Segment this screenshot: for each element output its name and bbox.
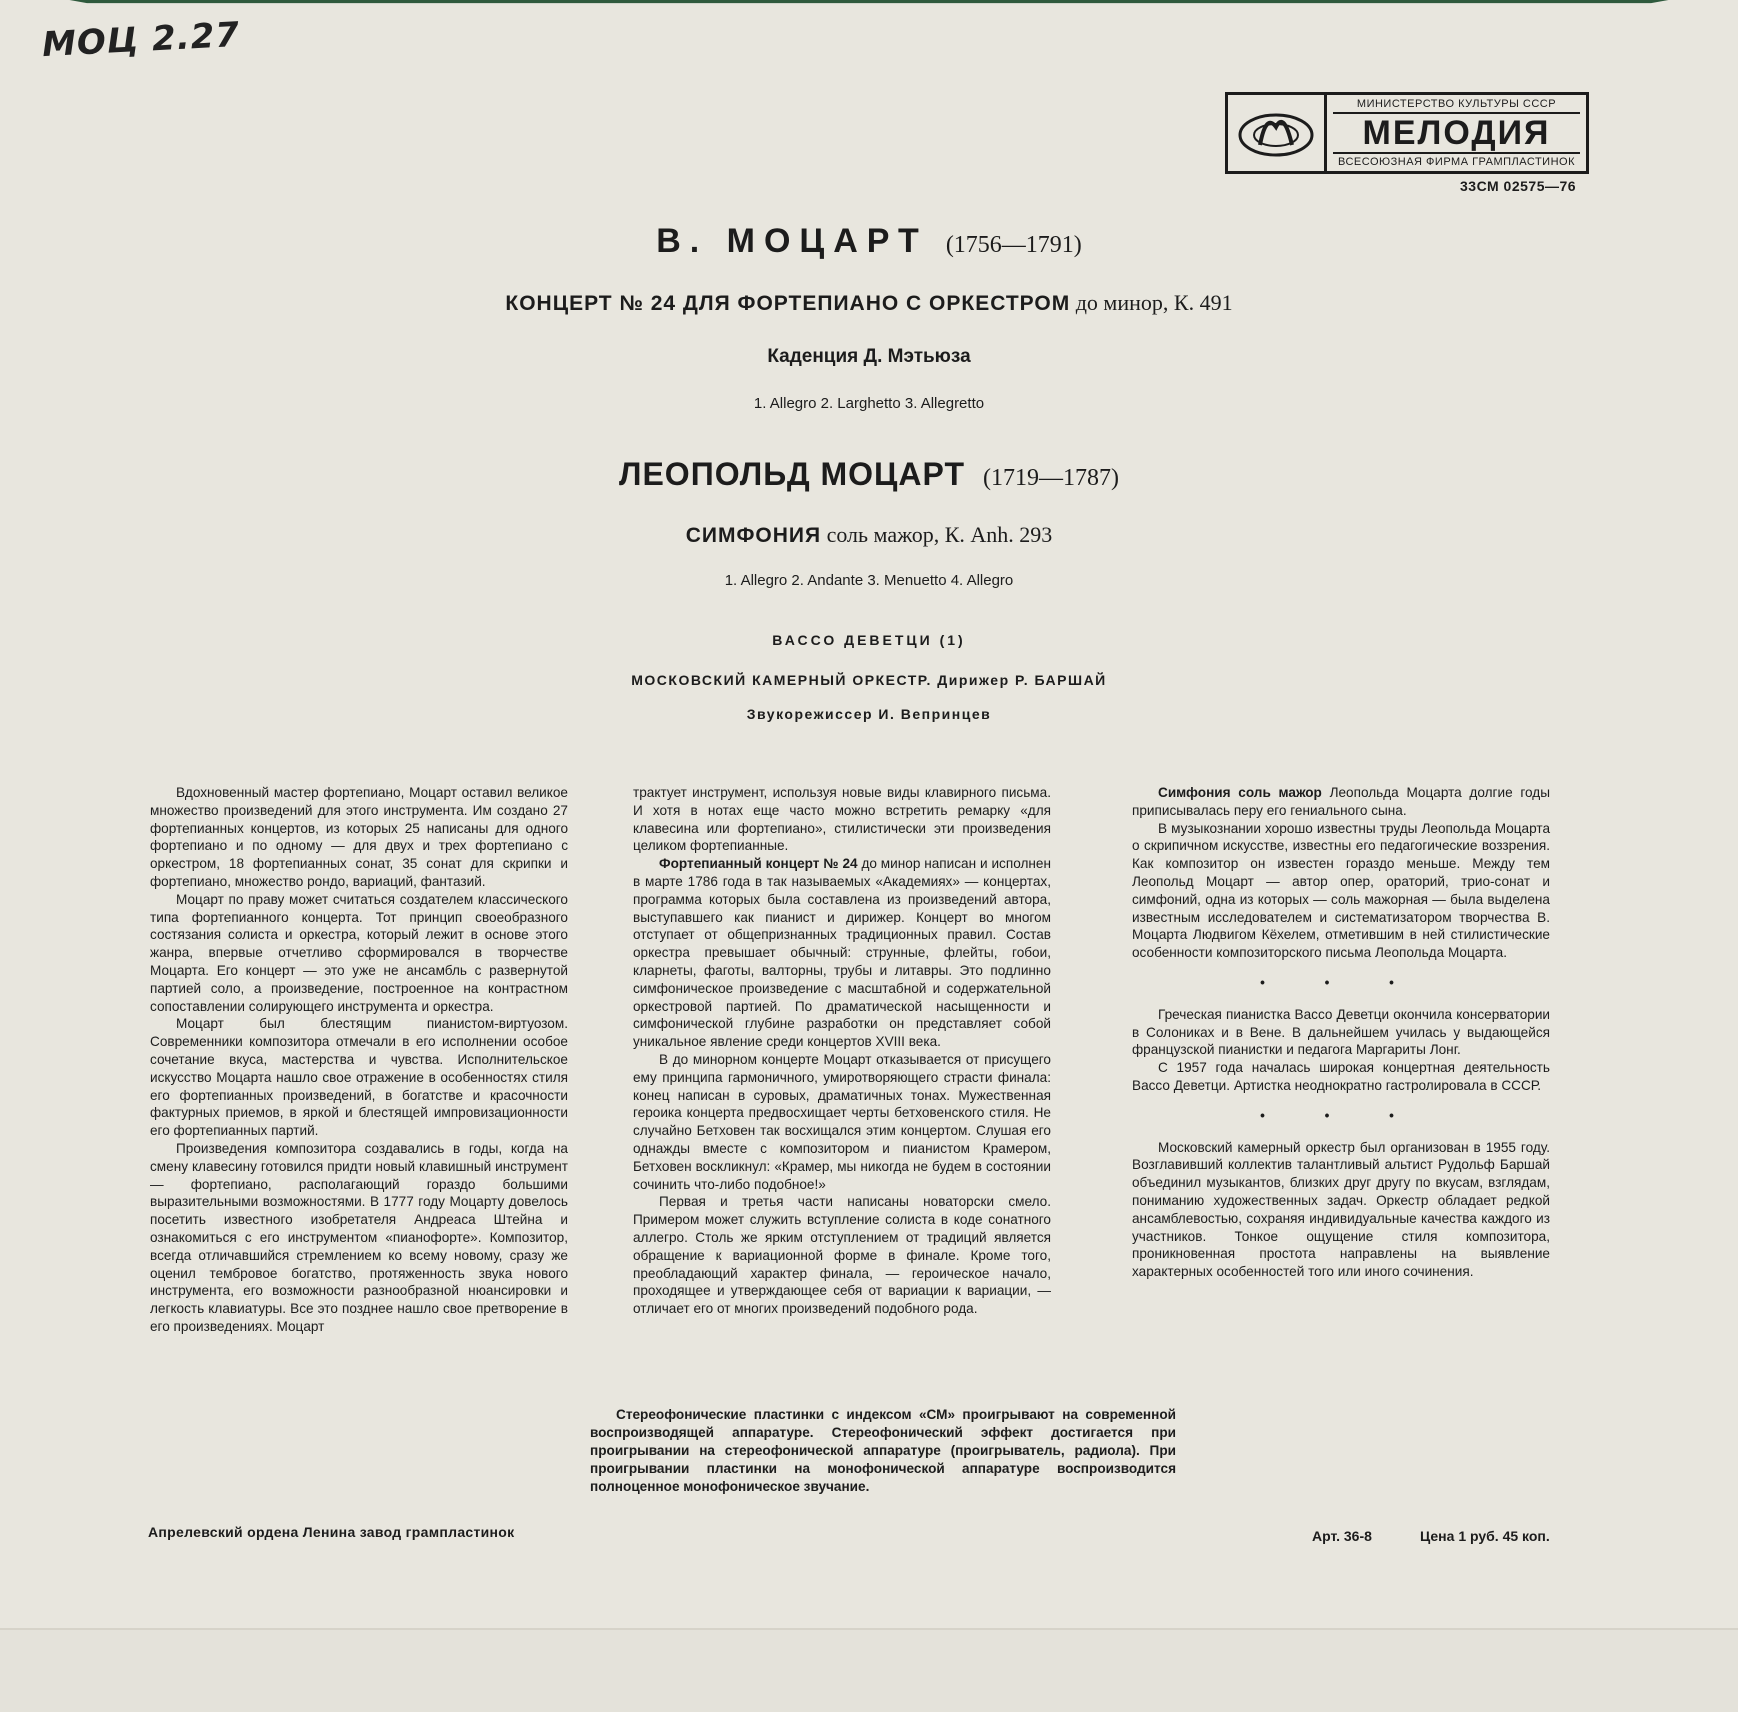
paragraph (1132, 784, 1550, 820)
paragraph: Моцарт был блестящим пианистом-виртуозом. Современники композитора отмечали в его исполнении особое сочетание вкуса, мастерства и чувства. Исполнительское искусство Моцарта нашло свое отражение в особенностях стиля его фортепианных произведений, в богатстве и красочности фактурных приемов, в яркой и блестящей импровизационности его фортепианных партий. (150, 1016, 568, 1139)
paragraph: трактует инструмент, используя новые виды клавирного письма. И хотя в нотах еще часто можно встретить ремарку «для клавесина или фортепиано», стилистически эти произведения целиком фортепианные. (633, 785, 1051, 854)
article-number: Арт. 36-8 (1312, 1528, 1372, 1544)
paragraph: С 1957 года началась широкая концертная деятельность Вассо Деветци. Артистка неоднократно гастролировала в СССР. (1132, 1060, 1550, 1093)
work-key: до минор, К. 491 (1070, 290, 1233, 315)
paragraph-body: Леопольда Моцарта долгие годы приписывалась перу его гениального сына. (1132, 785, 1551, 818)
melodiya-emblem-icon (1228, 95, 1327, 171)
composer-heading-1 (0, 222, 1738, 261)
paragraph-lead: Симфония соль мажор (1158, 785, 1322, 800)
melodiya-logo-text (1327, 95, 1586, 171)
stereo-notice (590, 1406, 1176, 1496)
work-title-2 (0, 522, 1738, 548)
movements-1: 1. Allegro 2. Larghetto 3. Allegretto (753, 395, 985, 412)
composer-years: (1719—1787) (983, 465, 1119, 491)
liner-notes-column-1 (150, 784, 568, 1336)
logo-company-line: ВСЕСОЮЗНАЯ ФИРМА ГРАМПЛАСТИНОК (1333, 152, 1580, 168)
handwritten-catalog-code: МОЦ 2.27 (41, 14, 241, 66)
sleeve-bottom-fold (0, 1628, 1738, 1712)
movements-2: 1. Allegro 2. Andante 3. Menuetto 4. Allegro (724, 572, 1014, 589)
price: Цена 1 руб. 45 коп. (1420, 1528, 1550, 1544)
logo-brand-name: МЕЛОДИЯ (1362, 114, 1551, 152)
work-title-bold: СИМФОНИЯ (685, 524, 822, 547)
paragraph: Московский камерный оркестр был организован в 1955 году. Возглавивший коллектив талантливый альтист Рудольф Баршай объединил музыкантов, близких друг другу по вкусам, взглядам, пониманию художественных задач. Оркестр обладает редкой ансамблевостью, сохраняя индивидуальные качества каждого из участников. Тонкое ощущение стиля композитора, проникновенная простота направлены на выявление характерных особенностей того или иного сочинения. (1132, 1139, 1550, 1280)
section-separator: • • • (1260, 974, 1422, 990)
catalog-number: 33СМ 02575—76 (1460, 178, 1577, 194)
sleeve-top-cut (0, 0, 1738, 78)
paragraph: В музыкознании хорошо известны труды Леопольда Моцарта о скрипичном искусстве, известны его педагогические воззрения. Как композитор он известен гораздо меньше. Между тем Леопольд Моцарт — автор опер, ораторий, трио-сонат и симфоний, одна из которых — соль мажорная — была выделена известным исследователем и систематизатором творчества В. Моцарта Людвигом Кёхелем, отметившим в ней стилистические особенности композиторского письма Леопольда Моцарта. (1132, 820, 1550, 961)
paragraph: Греческая пианистка Вассо Деветци окончила консерватории в Солониках и в Вене. В дальнейшем училась у выдающейся французской пианистки и педагога Маргариты Лонг. (1132, 1006, 1550, 1058)
work-title-bold: КОНЦЕРТ № 24 ДЛЯ ФОРТЕПИАНО С ОРКЕСТРОМ (505, 292, 1071, 315)
paragraph: Произведения композитора создавались в годы, когда на смену клавесину готовился придти новый клавишный инструмент — фортепиано, располагающий гораздо большими выразительными возможностями. В 1777 году Моцарту довелось посетить известного изобретателя Андреаса Штейна и ознакомиться с его инструментом «пианофорте». Композитор, всегда отличавшийся стремлением ко всему новому, сразу же оценил тембровое богатство, протяженность звука нового инструмента, его возможности разнообразной нюансировки и легкость клавиатуры. Все это позднее нашло свое претворение в его произведениях. Моцарт (150, 1140, 568, 1334)
paragraph: Первая и третья части написаны новаторски смело. Примером может служить вступление солиста в коде сонатного аллегро. Столь же ярким отступлением от традиций является обращение к вариационной форме в финале. Кроме того, преобладающий характер финала, — героическое начало, проходящее и утверждающее себя от вариации к вариации, — отличает его от многих произведений подобного рода. (633, 1194, 1051, 1317)
composer-heading-2 (0, 456, 1738, 493)
soloist-credit: ВАССО ДЕВЕТЦИ (1) (772, 632, 966, 648)
engineer-credit: Звукорежиссер И. Вепринцев (746, 706, 992, 722)
paragraph-body: до минор написан и исполнен в марте 1786 года в так называемых «Академиях» — концертах, программа которых была составлена из произведений автора, выступавшего как пианист и дирижер. Концерт во многом отступает от общепризнанных традиционных правил. Состав оркестра превышает обычный: струнные, флейты, гобои, кларнеты, фаготы, валторны, трубы и литавры. Это подлинно симфоническое произведение с масштабной и содержательной оркестровой партией. По драматической насыщенности и симфонической глубине разработки он представляет собой уникальное явление среди концертов XVIII века. (633, 856, 1051, 1050)
orchestra-credit: МОСКОВСКИЙ КАМЕРНЫЙ ОРКЕСТР. Дирижер Р. БАРШАЙ (631, 672, 1107, 688)
work-key: соль мажор, К. Anh. 293 (821, 522, 1053, 547)
paragraph: Вдохновенный мастер фортепиано, Моцарт оставил великое множество произведений для этого инструмента. Им создано 27 фортепианных концертов, из которых 25 написаны для одного фортепиано и по одному — для двух и трех фортепиано с оркестром, 18 фортепианных сонат, 35 сонат для скрипки и фортепиано, множество рондо, вариаций, фантазий. (150, 785, 568, 889)
composer-years: (1756—1791) (945, 232, 1082, 258)
composer-name: В. МОЦАРТ (656, 222, 928, 260)
cadenza-credit: Каденция Д. Мэтьюза (767, 346, 971, 367)
stereo-notice-text: Стереофонические пластинки с индексом «СМ» проигрывают на современной воспроизводящей аппаратуре. Стереофонический эффект достигается при проигрывании на стереофонической аппаратуре (проигрыватель, радиола). При проигрывании пластинки на монофонической аппаратуре воспроизводится полноценное монофоническое звучание. (590, 1407, 1176, 1494)
section-separator: • • • (1260, 1107, 1422, 1123)
paragraph (633, 855, 1051, 1051)
paragraph: В до минорном концерте Моцарт отказывается от присущего ему принципа гармоничного, умиротворяющего страсти финала: конец написан в суровых, драматичных тонах. Мужественная героика концерта предвосхищает черты бетховенского стиля. Не случайно Бетховен так восхищался этим концертом. Слушая его однажды вместе с композитором и пианистом Крамером, Бетховен воскликнул: «Крамер, мы никогда не будем в состоянии сочинить что-либо подобное!» (633, 1051, 1051, 1192)
logo-ministry-line: МИНИСТЕРСТВО КУЛЬТУРЫ СССР (1333, 98, 1580, 114)
factory-credit: Апрелевский ордена Ленина завод грампластинок (148, 1524, 515, 1540)
liner-notes-column-2 (633, 784, 1051, 1318)
paragraph: Моцарт по праву может считаться создателем классического типа фортепианного концерта. Тот принцип своеобразного состязания солиста и оркестра, который лежит в основе этого жанра, впервые отчетливо сформировался в творчестве Моцарта. Его концерт — это уже не ансамбль с развернутой партией соло, а произведение, построенное на контрастном сопоставлении солирующего инструмента и оркестра. (150, 891, 568, 1014)
work-title-1 (0, 290, 1738, 316)
liner-notes-column-3 (1132, 784, 1550, 1281)
melodiya-logo (1225, 92, 1589, 174)
composer-name: ЛЕОПОЛЬД МОЦАРТ (619, 456, 965, 492)
paragraph-lead: Фортепианный концерт № 24 (659, 856, 858, 872)
